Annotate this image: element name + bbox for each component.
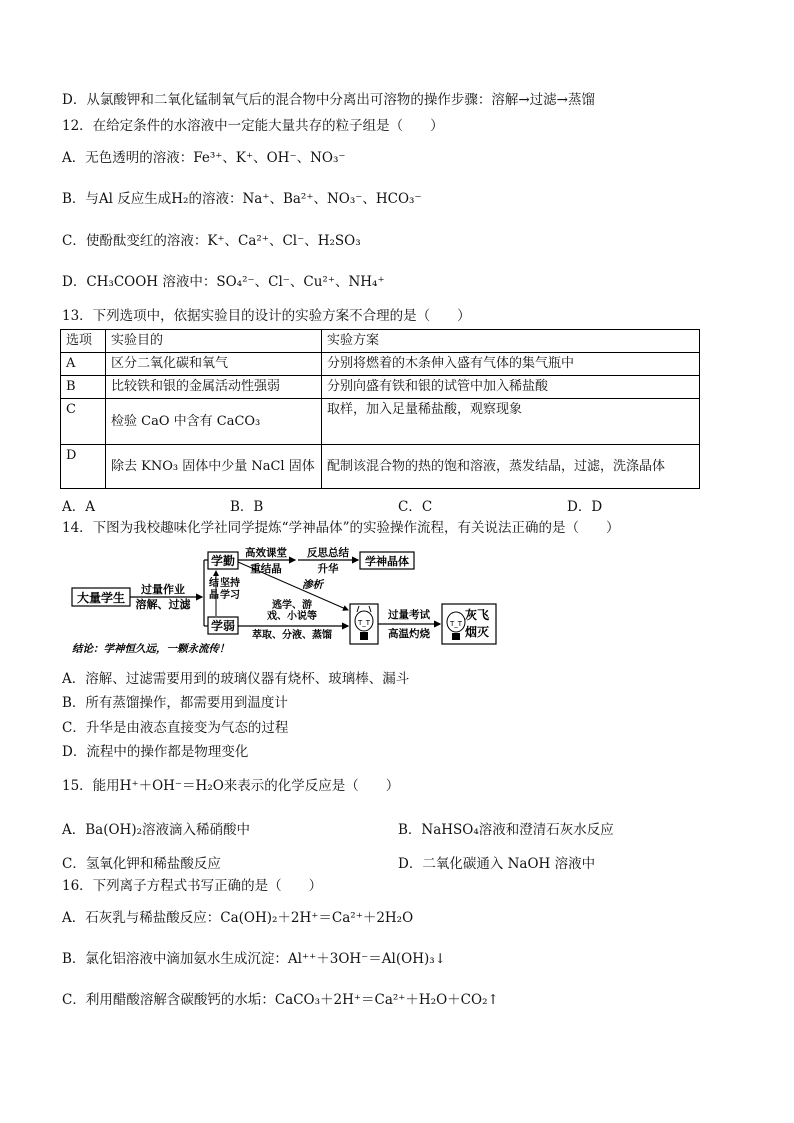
taoxue-label-2: 戏、小说等 — [267, 611, 317, 622]
kaoshi-label: 过量考试 — [388, 609, 430, 621]
q14-option-c: C．升华是由液态直接变为气态的过程 — [62, 720, 289, 736]
q15-option-b: B．NaHSO₄溶液和澄清石灰水反应 — [398, 822, 614, 838]
q13-stem: 13．下列选项中，依据实验目的设计的实验方案不合理的是（ ） — [62, 308, 471, 324]
table-cell: B — [61, 376, 106, 399]
jianchi-label-2: 学习 — [220, 590, 240, 601]
q16-stem: 16．下列离子方程式书写正确的是（ ） — [62, 878, 323, 894]
crying-rabbit-icon — [350, 604, 378, 644]
table-row — [61, 376, 700, 399]
q13-option-c: C．C — [398, 499, 433, 515]
table-cell: 配制该混合物的热的饱和溶液，蒸发结晶，过滤，洗涤晶体 — [322, 445, 700, 489]
q14-option-a: A．溶解、过滤需要用到的玻璃仪器有烧杯、玻璃棒、漏斗 — [62, 671, 410, 687]
flow-diagram — [70, 546, 500, 658]
huifei-label-1: 灰飞 — [464, 608, 490, 622]
table-cell: 取样，加入足量稀盐酸，观察现象 — [322, 399, 700, 445]
table-header-cell: 选项 — [61, 330, 106, 353]
huifei-label-2: 烟灭 — [464, 625, 490, 639]
q14-stem: 14．下图为我校趣味化学社同学提炼“学神晶体”的实验操作流程，有关说法正确的是（ ） — [62, 520, 620, 536]
jianchi-label-1: 坚持 — [220, 578, 240, 589]
ash-rabbit-icon — [442, 604, 496, 644]
shenxi-label: 渗析 — [302, 579, 323, 591]
q12-option-c: C．使酚酞变红的溶液：K⁺、Ca²⁺、Cl⁻、H₂SO₃ — [62, 233, 361, 249]
table-cell: 分别将燃着的木条伸入盛有气体的集气瓶中 — [322, 353, 700, 376]
svg-text:T_T: T_T — [357, 619, 371, 627]
xueqin-label: 学勤 — [210, 554, 236, 568]
q14-option-b: B．所有蒸馏操作，都需要用到温度计 — [62, 695, 288, 711]
q16-option-a: A．石灰乳与稀盐酸反应：Ca(OH)₂＋2H⁺＝Ca²⁺＋2H₂O — [62, 910, 414, 926]
experiment-table — [60, 329, 700, 489]
gaowen-label: 高温灼烧 — [388, 628, 430, 640]
q15-option-d: D．二氧化碳通入 NaOH 溶液中 — [398, 856, 596, 872]
q15-stem: 15．能用H⁺＋OH⁻＝H₂O来表示的化学反应是（ ） — [62, 778, 400, 794]
start-label: 大量学生 — [76, 591, 126, 605]
table-header-row — [61, 330, 700, 353]
table-row — [61, 445, 700, 489]
table-cell: 检验 CaO 中含有 CaCO₃ — [106, 399, 322, 445]
fansi-label: 反思总结 — [307, 547, 349, 559]
q15-option-c: C．氢氧化钾和稀盐酸反应 — [62, 856, 221, 872]
q12-option-d: D．CH₃COOH 溶液中：SO₄²⁻、Cl⁻、Cu²⁺、NH₄⁺ — [62, 274, 385, 290]
q16-option-b: B．氯化铝溶液中滴加氨水生成沉淀：Al⁺⁺＋3OH⁻＝Al(OH)₃↓ — [62, 951, 446, 967]
table-header-cell: 实验目的 — [106, 330, 322, 353]
chongjiejing-label: 重结晶 — [250, 563, 282, 575]
q13-option-b: B．B — [230, 499, 264, 515]
jiejing-label-1: 结 — [209, 578, 219, 589]
table-row — [61, 353, 700, 376]
q14-option-d: D．流程中的操作都是物理变化 — [62, 744, 249, 760]
table-cell: C — [61, 399, 106, 445]
q12-option-b: B．与Al 反应生成H₂的溶液：Na⁺、Ba²⁺、NO₃⁻、HCO₃⁻ — [62, 191, 422, 207]
step1-top-label: 过量作业 — [141, 583, 185, 596]
table-cell: 比较铁和银的金属活动性强弱 — [106, 376, 322, 399]
q13-option-d: D．D — [567, 499, 603, 515]
conclusion-text: 结论：学神恒久远，一颗永流传！ — [72, 643, 230, 655]
q16-option-c: C．利用醋酸溶解含碳酸钙的水垢：CaCO₃＋2H⁺＝Ca²⁺＋H₂O＋CO₂↑ — [62, 992, 499, 1008]
xueruo-label: 学弱 — [210, 619, 236, 633]
shenghua-label: 升华 — [317, 563, 339, 575]
table-cell: 分别向盛有铁和银的试管中加入稀盐酸 — [322, 376, 700, 399]
jiejing-label-2: 晶 — [209, 590, 219, 601]
q12-option-a: A．无色透明的溶液：Fe³⁺、K⁺、OH⁻、NO₃⁻ — [62, 150, 346, 166]
result-label: 学神晶体 — [365, 555, 409, 568]
q11-option-d: D．从氯酸钾和二氧化锰制氧气后的混合物中分离出可溶物的操作步骤：溶解→过滤→蒸馏 — [62, 92, 595, 108]
q15-option-a: A．Ba(OH)₂溶液滴入稀硝酸中 — [62, 822, 251, 838]
taoxue-label-1: 逃学、游 — [272, 600, 312, 611]
gaoxiao-label: 高效课堂 — [245, 547, 287, 559]
table-header-cell: 实验方案 — [322, 330, 700, 353]
cuiqu-label: 萃取、分液、蒸馏 — [252, 630, 332, 641]
q13-option-a: A．A — [62, 499, 95, 515]
table-cell: 除去 KNO₃ 固体中少量 NaCl 固体 — [106, 445, 322, 489]
table-row — [61, 399, 700, 445]
table-cell: D — [61, 445, 106, 489]
step1-bottom-label: 溶解、过滤 — [135, 598, 191, 611]
table-cell: A — [61, 353, 106, 376]
table-cell: 区分二氧化碳和氧气 — [106, 353, 322, 376]
svg-text:T_T: T_T — [449, 620, 463, 628]
q12-stem: 12．在给定条件的水溶液中一定能大量共存的粒子组是（ ） — [62, 118, 444, 134]
